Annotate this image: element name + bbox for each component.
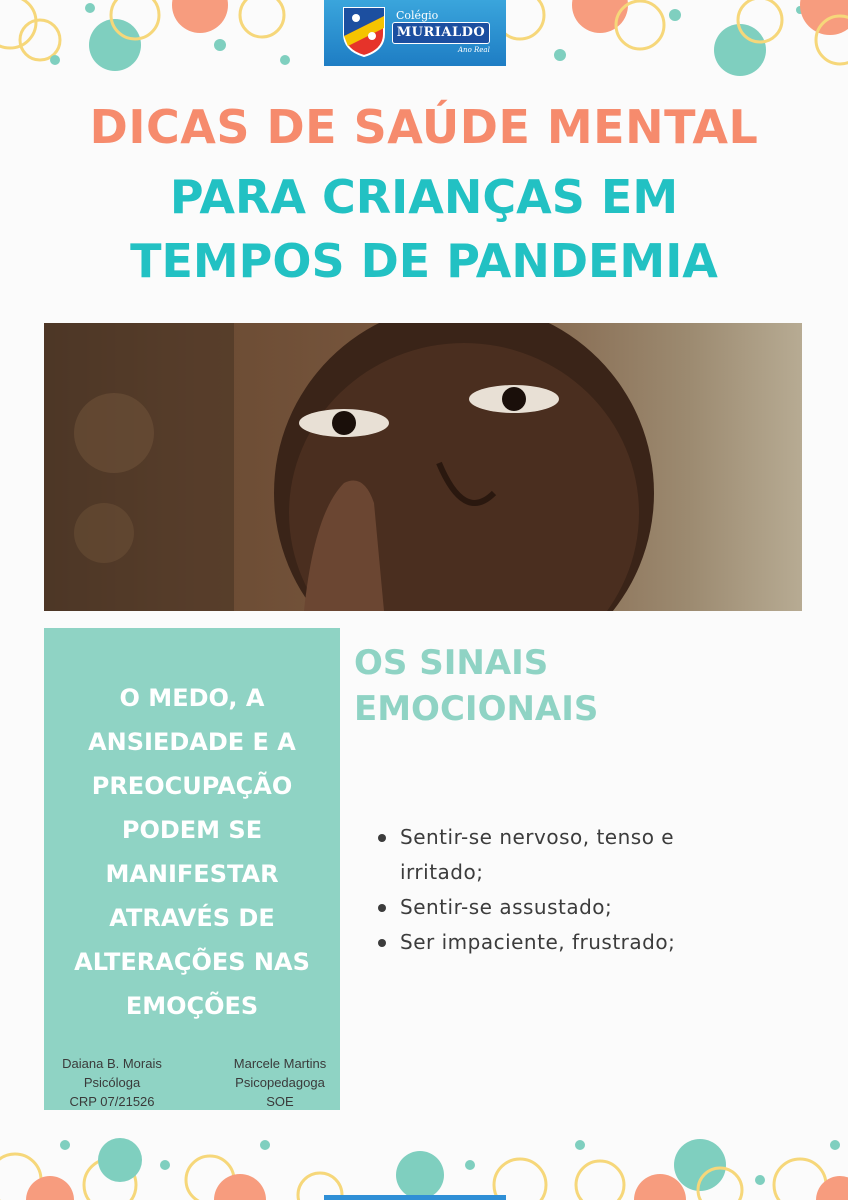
signs-heading-line-2: EMOCIONAIS [354,689,599,729]
info-line: ANSIEDADE E A [88,728,296,756]
title-line-2: PARA CRIANÇAS EM [169,170,679,224]
signature-role: Psicopedagoga [235,1075,325,1090]
signs-heading [354,640,694,732]
signature-name: Daiana B. Morais [62,1056,162,1071]
info-line: PREOCUPAÇÃO [91,772,293,800]
logo-main-text: MURIALDO [392,22,490,44]
signs-heading-line-1: OS SINAIS [354,643,549,683]
signature-psychologist [42,1054,182,1111]
info-line: ALTERAÇÕES NAS [74,948,310,976]
list-item [372,925,752,960]
signature-name: Marcele Martins [233,1056,327,1071]
school-logo [324,0,506,66]
list-item-text-cont: irritado; [400,860,484,884]
title-line-3: TEMPOS DE PANDEMIA [130,234,718,288]
list-item-text: Ser impaciente, frustrado; [400,930,676,954]
list-item [372,820,752,890]
signature-psychopedagogue [210,1054,350,1111]
bottom-decoration [0,1125,848,1200]
title-line-1: DICAS DE SAÚDE MENTAL [89,100,759,154]
bottom-bar [324,1195,506,1200]
info-line: O MEDO, A [119,684,265,712]
info-box [44,628,340,1110]
signs-list [372,820,752,960]
info-line: PODEM SE [121,816,263,844]
logo-signature: Ano Real [458,46,490,54]
list-item-text: Sentir-se nervoso, tenso e [400,825,675,849]
info-box-text [56,676,328,1028]
signature-extra: CRP 07/21526 [69,1094,155,1109]
bullet-icon [378,904,386,912]
info-line: MANIFESTAR [105,860,279,888]
logo-small-text: Colégio [396,9,439,22]
shield-icon [342,6,386,58]
info-line: ATRAVÉS DE [109,904,275,932]
bullet-icon [378,834,386,842]
title-subtitle [0,165,848,293]
list-item [372,890,752,925]
signature-role: Psicóloga [83,1075,141,1090]
child-photo [44,323,802,611]
signature-extra: SOE [266,1094,294,1109]
info-line: EMOÇÕES [125,992,259,1020]
list-item-text: Sentir-se assustado; [400,895,613,919]
bullet-icon [378,939,386,947]
